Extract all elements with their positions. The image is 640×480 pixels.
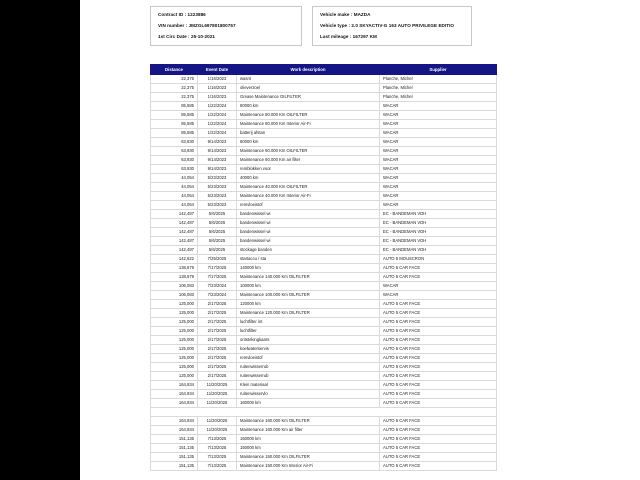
- table-row[interactable]: [151, 192, 497, 201]
- cell-distance: 138,679: [151, 264, 198, 273]
- cell-work: remvloeistof: [237, 354, 380, 363]
- cell-work: batterij afstan: [237, 129, 380, 138]
- cell-supplier: WACAR: [380, 102, 497, 111]
- column-header-supplier[interactable]: Supplier: [380, 65, 497, 75]
- cell-work: 120000 km: [237, 300, 380, 309]
- cell-supplier: AUTO 5 CAR FACE: [380, 398, 497, 407]
- cell-supplier: AUTO 5 MOUSCRON: [380, 255, 497, 264]
- cell-date: 5/6/2025: [198, 246, 237, 255]
- table-body: [151, 75, 497, 470]
- cell-distance: 142,622: [151, 255, 198, 264]
- table-row[interactable]: [151, 362, 497, 371]
- cell-distance: 63,930: [151, 165, 198, 174]
- table-row[interactable]: [151, 183, 497, 192]
- cell-work: 160000 km: [237, 398, 380, 407]
- cell-supplier: WACAR: [380, 282, 497, 291]
- cell-date: 2/17/2025: [198, 345, 237, 354]
- cell-work: 80000 km: [237, 102, 380, 111]
- cell-work: ruitenwisserrub: [237, 362, 380, 371]
- table-row[interactable]: [151, 147, 497, 156]
- cell-supplier: EC - BANDEMAN VDH: [380, 210, 497, 219]
- cell-date: 5/23/2023: [198, 192, 237, 201]
- table-row[interactable]: [151, 291, 497, 300]
- cell-supplier: AUTO 5 CAR FACE: [380, 416, 497, 425]
- page-break-gap: [151, 407, 497, 416]
- cell-supplier: AUTO 5 CAR FACE: [380, 327, 497, 336]
- cell-date: 5/23/2023: [198, 183, 237, 192]
- column-header-work-description[interactable]: Work description: [237, 65, 380, 75]
- cell-distance: 85,585: [151, 111, 198, 120]
- cell-distance: 44,054: [151, 174, 198, 183]
- cell-distance: 125,000: [151, 300, 198, 309]
- table-header: [151, 65, 497, 75]
- cell-work: Maintenance 150.000 Km OILFILTER: [237, 452, 380, 461]
- cell-distance: 63,930: [151, 147, 198, 156]
- cell-supplier: Planche, Michel: [380, 75, 497, 84]
- cell-date: 9/14/2023: [198, 156, 237, 165]
- cell-date: 11/20/2025: [198, 380, 237, 389]
- cell-work: Maintenance 160.000 Km OILFILTER: [237, 416, 380, 425]
- cell-supplier: EC - BANDEMAN VDH: [380, 237, 497, 246]
- cell-supplier: AUTO 5 CAR FACE: [380, 336, 497, 345]
- cell-supplier: AUTO 5 CAR FACE: [380, 452, 497, 461]
- cell-distance: 125,000: [151, 345, 198, 354]
- table-row[interactable]: [151, 318, 497, 327]
- table-row[interactable]: [151, 201, 497, 210]
- cell-work: luchtfilter int: [237, 318, 380, 327]
- cell-supplier: AUTO 5 CAR FACE: [380, 461, 497, 470]
- table-row[interactable]: [151, 246, 497, 255]
- cell-date: 1/22/2024: [198, 102, 237, 111]
- cell-date: 11/20/2025: [198, 398, 237, 407]
- cell-distance: 142,487: [151, 246, 198, 255]
- cell-distance: 151,135: [151, 434, 198, 443]
- cell-supplier: AUTO 5 CAR FACE: [380, 300, 497, 309]
- table-row[interactable]: [151, 111, 497, 120]
- table-row[interactable]: [151, 452, 497, 461]
- vehicle-info-card: [312, 6, 472, 46]
- cell-distance: 85,585: [151, 102, 198, 111]
- cell-work: stockage banden: [237, 246, 380, 255]
- cell-supplier: WACAR: [380, 120, 497, 129]
- cell-distance: 164,934: [151, 398, 198, 407]
- cell-date: 2/17/2025: [198, 354, 237, 363]
- cell-date: 1/22/2024: [198, 111, 237, 120]
- cell-supplier: AUTO 5 CAR FACE: [380, 443, 497, 452]
- table-row[interactable]: [151, 443, 497, 452]
- table-row[interactable]: [151, 138, 497, 147]
- first-circulation-date-line: 1st Circ Date : 25-10-2021: [158, 33, 215, 39]
- header-info-row: [150, 6, 556, 46]
- cell-work: bandenwissel wi: [237, 237, 380, 246]
- table-row[interactable]: [151, 273, 497, 282]
- cell-supplier: EC - BANDEMAN VDH: [380, 228, 497, 237]
- cell-distance: 106,083: [151, 282, 198, 291]
- cell-work: remblokken voor: [237, 165, 380, 174]
- cell-distance: 85,585: [151, 129, 198, 138]
- table-row[interactable]: [151, 237, 497, 246]
- table-row[interactable]: [151, 345, 497, 354]
- contract-info-card: [150, 6, 302, 46]
- cell-work: 40000 km: [237, 174, 380, 183]
- cell-work: wasnt: [237, 75, 380, 84]
- cell-work: ontstekingkaars: [237, 336, 380, 345]
- cell-distance: 138,679: [151, 273, 198, 282]
- cell-date: 11/20/2025: [198, 389, 237, 398]
- cell-date: 7/23/2024: [198, 291, 237, 300]
- cell-supplier: Planche, Michel: [380, 93, 497, 102]
- cell-supplier: WACAR: [380, 201, 497, 210]
- cell-distance: 63,930: [151, 138, 198, 147]
- cell-distance: 22,375: [151, 84, 198, 93]
- cell-supplier: WACAR: [380, 147, 497, 156]
- last-mileage-line: Last mileage : 167297 KM: [320, 33, 377, 39]
- cell-work: 140000 km: [237, 264, 380, 273]
- cell-supplier: WACAR: [380, 156, 497, 165]
- cell-work: Maintenance 40.000 Km OILFILTER: [237, 183, 380, 192]
- cell-supplier: WACAR: [380, 174, 497, 183]
- column-header-event-date[interactable]: Event Date: [198, 65, 237, 75]
- cell-date: 2/17/2025: [198, 318, 237, 327]
- table-row[interactable]: [151, 380, 497, 389]
- cell-date: 9/14/2023: [198, 138, 237, 147]
- cell-supplier: WACAR: [380, 291, 497, 300]
- cell-distance: 125,000: [151, 354, 198, 363]
- cell-date: 11/20/2025: [198, 416, 237, 425]
- cell-work: Maintenance 40.000 Km Interior Air-Fi: [237, 192, 380, 201]
- cell-supplier: EC - BANDEMAN VDH: [380, 246, 497, 255]
- cell-supplier: AUTO 5 CAR FACE: [380, 345, 497, 354]
- cell-distance: 44,054: [151, 201, 198, 210]
- page-break-gap-cell: [151, 407, 497, 416]
- cell-date: 1/16/2023: [198, 84, 237, 93]
- cell-work: Maintenance 60.000 Km air filter: [237, 156, 380, 165]
- cell-supplier: EC - BANDEMAN VDH: [380, 219, 497, 228]
- cell-date: 1/22/2024: [198, 120, 237, 129]
- cell-supplier: WACAR: [380, 165, 497, 174]
- cell-distance: 125,000: [151, 318, 198, 327]
- contract-id-line: Contract ID : 1223886: [158, 12, 206, 17]
- cell-work: 60000 km: [237, 138, 380, 147]
- document-page: [80, 0, 640, 480]
- cell-distance: 63,930: [151, 156, 198, 165]
- cell-work: ruitenwisservlo: [237, 389, 380, 398]
- table-row[interactable]: [151, 174, 497, 183]
- table-row[interactable]: [151, 210, 497, 219]
- table-header-row: [151, 65, 497, 75]
- cell-date: 7/17/2025: [198, 264, 237, 273]
- cell-work: Maintenance 80.000 Km OILFILTER: [237, 111, 380, 120]
- table-row[interactable]: [151, 300, 497, 309]
- cell-supplier: AUTO 5 CAR FACE: [380, 434, 497, 443]
- cell-distance: 22,375: [151, 75, 198, 84]
- table-row[interactable]: [151, 120, 497, 129]
- cell-distance: 164,934: [151, 425, 198, 434]
- cell-work: bandenwissel wi: [237, 210, 380, 219]
- cell-distance: 44,054: [151, 183, 198, 192]
- cell-distance: 142,487: [151, 228, 198, 237]
- cell-supplier: WACAR: [380, 183, 497, 192]
- cell-date: 7/23/2024: [198, 282, 237, 291]
- table-row[interactable]: [151, 309, 497, 318]
- cell-date: 2/17/2025: [198, 300, 237, 309]
- cell-work: 100000 km: [237, 282, 380, 291]
- cell-distance: 125,000: [151, 336, 198, 345]
- cell-work: bandenwissel wi: [237, 228, 380, 237]
- cell-date: 5/6/2025: [198, 237, 237, 246]
- table-row[interactable]: [151, 156, 497, 165]
- cell-work: Klein materiaal: [237, 380, 380, 389]
- cell-date: 9/14/2023: [198, 147, 237, 156]
- cell-date: 2/17/2025: [198, 309, 237, 318]
- cell-date: 2/17/2025: [198, 327, 237, 336]
- cell-date: 5/6/2025: [198, 210, 237, 219]
- letterbox-left: [0, 0, 80, 480]
- cell-date: 5/6/2025: [198, 228, 237, 237]
- cell-distance: 164,934: [151, 416, 198, 425]
- cell-work: Maintenance 60.000 Km OILFILTER: [237, 147, 380, 156]
- table-row[interactable]: [151, 255, 497, 264]
- cell-work: olieverzoel: [237, 84, 380, 93]
- cell-date: 5/23/2023: [198, 201, 237, 210]
- cell-date: 5/6/2025: [198, 219, 237, 228]
- cell-supplier: WACAR: [380, 138, 497, 147]
- cell-distance: 22,375: [151, 93, 198, 102]
- cell-supplier: AUTO 5 CAR FACE: [380, 380, 497, 389]
- cell-distance: 142,487: [151, 237, 198, 246]
- cell-distance: 151,135: [151, 461, 198, 470]
- cell-work: Maintenance 120.000 Km OILFILTER: [237, 309, 380, 318]
- cell-supplier: AUTO 5 CAR FACE: [380, 264, 497, 273]
- column-header-distance[interactable]: Distance: [151, 65, 198, 75]
- cell-distance: 142,487: [151, 219, 198, 228]
- cell-work: ruitenwisserrub: [237, 371, 380, 380]
- cell-supplier: AUTO 5 CAR FACE: [380, 318, 497, 327]
- cell-work: koelwaterservis: [237, 345, 380, 354]
- cell-supplier: AUTO 5 CAR FACE: [380, 309, 497, 318]
- table-row[interactable]: [151, 84, 497, 93]
- table-row[interactable]: [151, 219, 497, 228]
- cell-date: 7/13/2025: [198, 443, 237, 452]
- cell-date: 5/23/2023: [198, 174, 237, 183]
- table-row[interactable]: [151, 102, 497, 111]
- cell-supplier: AUTO 5 CAR FACE: [380, 354, 497, 363]
- cell-date: 9/14/2023: [198, 165, 237, 174]
- cell-supplier: AUTO 5 CAR FACE: [380, 371, 497, 380]
- cell-distance: 44,054: [151, 192, 198, 201]
- cell-supplier: AUTO 5 CAR FACE: [380, 362, 497, 371]
- service-history-table-wrap: [150, 64, 468, 471]
- cell-work: Maintenance 80.000 Km Interior Air-Fi: [237, 120, 380, 129]
- table-row[interactable]: [151, 228, 497, 237]
- cell-date: 2/17/2025: [198, 336, 237, 345]
- cell-work: Maintenance 160.000 Km air filter: [237, 425, 380, 434]
- table-row[interactable]: [151, 354, 497, 363]
- vin-number-line: VIN number : JMZGL697801800757: [158, 22, 236, 28]
- table-row[interactable]: [151, 129, 497, 138]
- cell-supplier: WACAR: [380, 192, 497, 201]
- cell-date: 1/22/2024: [198, 129, 237, 138]
- cell-date: 2/17/2025: [198, 371, 237, 380]
- table-row[interactable]: [151, 425, 497, 434]
- cell-work: bandenwissel wi: [237, 219, 380, 228]
- cell-date: 2/17/2025: [198, 362, 237, 371]
- cell-work: Maintenance 150.000 Km Interior Air-Fi: [237, 461, 380, 470]
- cell-work: Grease Maintenance OILFILTER: [237, 93, 380, 102]
- cell-supplier: Planche, Michel: [380, 84, 497, 93]
- cell-date: 11/20/2025: [198, 425, 237, 434]
- cell-date: 1/16/2023: [198, 93, 237, 102]
- cell-distance: 142,487: [151, 210, 198, 219]
- cell-date: 7/13/2025: [198, 461, 237, 470]
- table-row[interactable]: [151, 75, 497, 84]
- service-history-table: [150, 64, 497, 471]
- cell-distance: 125,000: [151, 327, 198, 336]
- cell-date: 7/25/2025: [198, 255, 237, 264]
- cell-distance: 85,585: [151, 120, 198, 129]
- cell-distance: 151,135: [151, 443, 198, 452]
- cell-supplier: WACAR: [380, 129, 497, 138]
- cell-work: Maintenance 100.000 Km OILFILTER: [237, 291, 380, 300]
- cell-supplier: AUTO 5 CAR FACE: [380, 425, 497, 434]
- cell-supplier: AUTO 5 CAR FACE: [380, 273, 497, 282]
- cell-distance: 125,000: [151, 371, 198, 380]
- table-row[interactable]: [151, 371, 497, 380]
- table-row[interactable]: [151, 93, 497, 102]
- cell-date: 7/13/2025: [198, 434, 237, 443]
- table-row[interactable]: [151, 461, 497, 470]
- cell-work: luchtfilter: [237, 327, 380, 336]
- table-row[interactable]: [151, 434, 497, 443]
- table-row[interactable]: [151, 165, 497, 174]
- table-row[interactable]: [151, 282, 497, 291]
- cell-distance: 106,083: [151, 291, 198, 300]
- cell-supplier: AUTO 5 CAR FACE: [380, 389, 497, 398]
- cell-distance: 125,000: [151, 362, 198, 371]
- cell-work: 150000 km: [237, 434, 380, 443]
- vehicle-type-line: Vehicle type : 2.0 SKYACTIV-G 163 AUTO PRIVILEGE EDITIO: [320, 22, 455, 28]
- cell-distance: 151,135: [151, 452, 198, 461]
- cell-distance: 125,000: [151, 309, 198, 318]
- cell-date: 7/17/2025: [198, 273, 237, 282]
- cell-distance: 164,934: [151, 380, 198, 389]
- table-row[interactable]: [151, 327, 497, 336]
- table-row[interactable]: [151, 398, 497, 407]
- vehicle-make-line: Vehicle make : MAZDA: [320, 12, 371, 17]
- cell-work: 150000 km: [237, 443, 380, 452]
- cell-work: startaccu / sta: [237, 255, 380, 264]
- table-row[interactable]: [151, 389, 497, 398]
- cell-work: remvloeistof: [237, 201, 380, 210]
- cell-date: 7/13/2025: [198, 452, 237, 461]
- cell-supplier: WACAR: [380, 111, 497, 120]
- cell-distance: 164,934: [151, 389, 198, 398]
- table-row[interactable]: [151, 416, 497, 425]
- cell-work: Maintenance 140.000 Km OILFILTER: [237, 273, 380, 282]
- table-row[interactable]: [151, 336, 497, 345]
- cell-date: 1/16/2023: [198, 75, 237, 84]
- table-row[interactable]: [151, 264, 497, 273]
